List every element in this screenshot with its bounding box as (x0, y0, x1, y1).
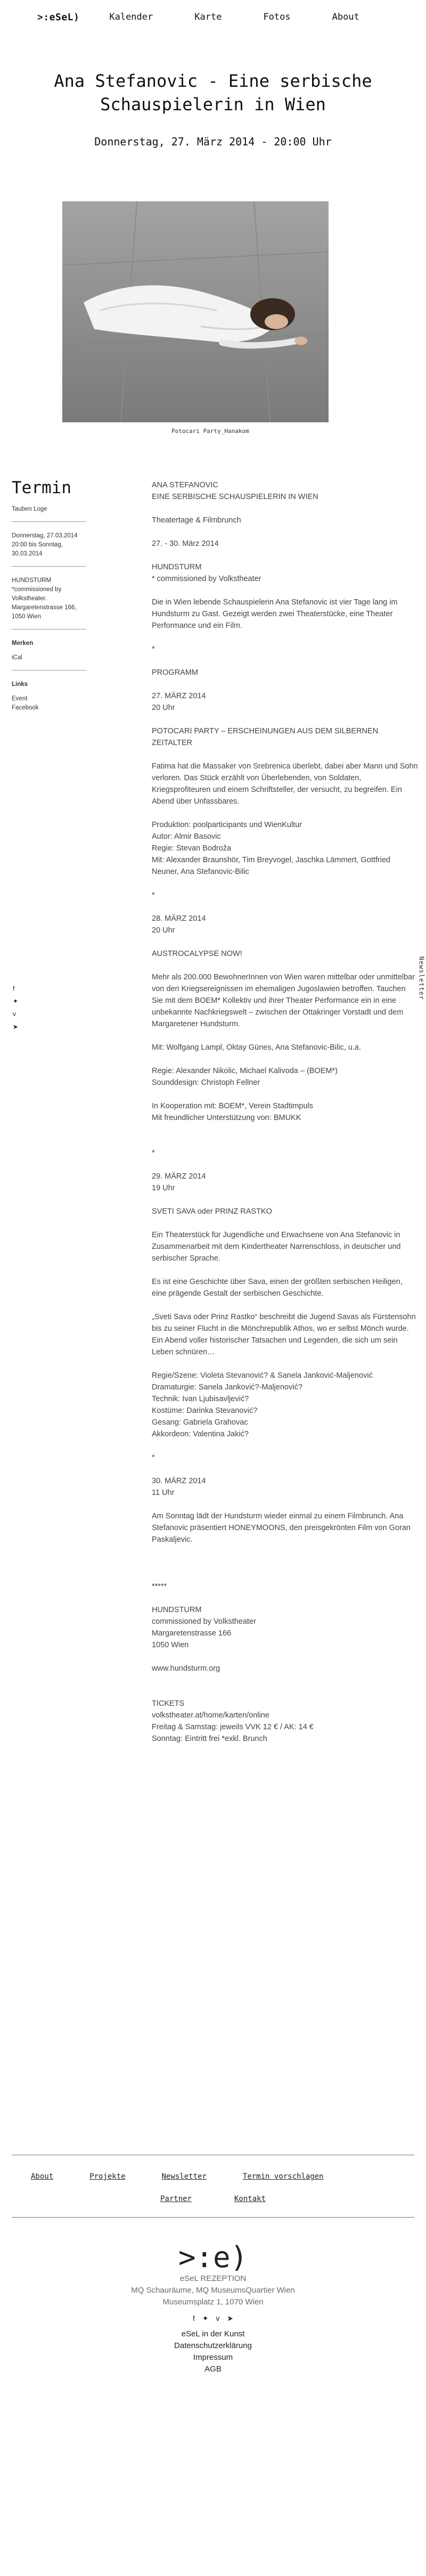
nav-about[interactable]: About (332, 12, 359, 22)
spacer (152, 1569, 418, 1581)
text-line: PROGRAMM (152, 668, 198, 677)
site-logo[interactable]: >:eSeL) (37, 11, 80, 23)
paragraph: Mit: Wolfgang Lampl, Oktay Günes, Ana Stefanovic-Bilic, u.a. (152, 1043, 362, 1052)
spacer (152, 1159, 418, 1171)
event-description (152, 479, 418, 1745)
spacer (152, 585, 418, 596)
vimeo-icon[interactable]: v (216, 2314, 220, 2323)
text-line: 1050 Wien (152, 1641, 189, 1649)
event-date-range: Donnerstag, 27.03.2014 20:00 bis Sonntag, 30.03.2014 (12, 533, 78, 557)
spacer (152, 503, 418, 514)
spacer (152, 1135, 418, 1147)
text-line: 20 Uhr (152, 926, 175, 935)
text-line: Kostüme: Darinka Stevanović? (152, 1406, 258, 1415)
nav-fotos[interactable]: Fotos (263, 12, 291, 22)
sidebar-social-icons (13, 982, 18, 1033)
text-line: „Sveti Sava oder Prinz Rastko“ beschreibt die Jugend Savas als Fürstensohn bis zu seiner Flucht in die Mönchrepublik Athos, wo er selbst Mönch wurde. (152, 1313, 416, 1333)
paragraph: Ein Theaterstück für Jugendliche und Erwachsene von Ana Stefanovic in Zusammenarbeit mit dem Kindertheater Narrenschloss, in deutscher und serbischer Sprache. (152, 1231, 401, 1263)
spacer (152, 749, 418, 760)
vimeo-icon[interactable]: v (13, 1010, 16, 1018)
text-line: Regie/Szene: Violeta Stevanović? & Sanela Janković-Maljenović (152, 1371, 373, 1380)
spacer (152, 1651, 418, 1663)
text-line: POTOCARI PARTY – ERSCHEINUNGEN AUS DEM SILBERNEN ZEITALTER (152, 727, 379, 747)
text-line: Mit freundlicher Unterstützung von: BMUKK (152, 1114, 301, 1122)
footer-link-newsletter[interactable]: Newsletter (161, 2172, 207, 2181)
spacer (152, 1557, 418, 1569)
spacer (152, 550, 418, 561)
footer-link-partner[interactable]: Partner (160, 2195, 192, 2203)
footer-link-agb[interactable]: AGB (204, 2365, 222, 2374)
spacer (152, 678, 418, 690)
text-line: 27. MÄRZ 2014 (152, 692, 206, 700)
spacer (152, 714, 418, 725)
paragraph: Am Sonntag lädt der Hundsturm wieder einmal zu einem Filmbrunch. Ana Stefanovic präsentiert HONEYMOONS, den preisgekrönten Film von Goran Paskaljevic. (152, 1512, 411, 1544)
footer-link-projekte[interactable]: Projekte (89, 2172, 126, 2181)
termin-heading: Termin (12, 478, 71, 497)
web-link[interactable]: www.hundsturm.org (152, 1664, 220, 1673)
text-line: commissioned by Volkstheater (152, 1617, 256, 1626)
spacer (152, 1194, 418, 1206)
footer-social-icons (0, 2312, 426, 2324)
twitter-icon[interactable]: ✦ (202, 2314, 209, 2323)
telegram-icon[interactable]: ➤ (13, 1023, 19, 1031)
text-line: Regie: Alexander Nikolic, Michael Kalivoda – (BOEM*) (152, 1067, 338, 1075)
text-line: Ein Abend voller historischer Tatsachen und Legenden, die sich um sein Leben schnüren… (152, 1336, 398, 1356)
spacer (152, 1124, 418, 1135)
text-line: Sounddesign: Christoph Fellner (152, 1078, 260, 1087)
spacer (152, 1463, 418, 1475)
text-line: * (152, 1149, 155, 1157)
footer-link-impressum[interactable]: Impressum (193, 2353, 233, 2362)
text-line: * (152, 1453, 155, 1462)
event-photo (62, 201, 329, 422)
text-line: Dramaturgie: Sanela Janković?-Maljenović? (152, 1383, 302, 1392)
text-line: 11 Uhr (152, 1489, 175, 1497)
footer-link-termin-vorschlagen[interactable]: Termin vorschlagen (242, 2172, 324, 2181)
text-line: Technik: Ivan Ljubisavljević? (152, 1395, 249, 1403)
footer-link-kontakt[interactable]: Kontakt (234, 2195, 266, 2203)
text-line: Margaretenstrasse 166 (152, 1629, 232, 1638)
ical-link[interactable]: iCal (12, 655, 22, 661)
footer-logo[interactable]: >:e) (178, 2240, 248, 2274)
text-line: * commissioned by Volkstheater (152, 575, 261, 583)
photo-illustration (62, 201, 329, 422)
text-line: Regie: Stevan Bodroža (152, 844, 232, 853)
spacer (152, 1499, 418, 1510)
text-line: EINE SERBISCHE SCHAUSPIELERIN IN WIEN (152, 493, 318, 501)
spacer (152, 655, 418, 667)
event-title: Ana Stefanovic - Eine serbische Schauspielerin in Wien (54, 71, 372, 115)
photo-caption: Potocari Party_Hanakom (171, 428, 249, 435)
facebook-icon[interactable]: f (192, 2314, 195, 2323)
footer-navigation (0, 2155, 426, 2217)
event-link[interactable]: Event (12, 696, 28, 702)
telegram-icon[interactable]: ➤ (227, 2314, 234, 2323)
sidebar (12, 478, 86, 713)
spacer (152, 526, 418, 538)
text-line: HUNDSTURM (152, 563, 202, 571)
reception-address (0, 2273, 426, 2308)
spacer (152, 878, 418, 889)
spacer (152, 1592, 418, 1604)
footer-legal-links (0, 2328, 426, 2375)
footer-divider (12, 2217, 414, 2218)
event-datetime: Donnerstag, 27. März 2014 - 20:00 Uhr (94, 135, 332, 148)
paragraph: Fatima hat die Massaker von Srebrenica überlebt, dabei aber Mann und Sohn verloren. Das Stück erzählt von Überlebenden, von Soldaten, Kriegsprofiteuren und einem Schriftsteller, der versucht, zu begreifen. Ein Abend über Unfassbares. (152, 762, 418, 806)
paragraph: Die in Wien lebende Schauspielerin Ana Stefanovic ist vier Tage lang im Hundsturm zu Gast. Gezeigt werden zwei Theaterstücke, eine Theater Performance und ein Film. (152, 598, 398, 630)
text-line: Akkordeon: Valentina Jakić? (152, 1430, 249, 1438)
merken-heading: Merken (12, 640, 34, 647)
footer-link-esel-in-der-kunst[interactable]: eSeL in der Kunst (181, 2329, 245, 2338)
main-area (0, 435, 426, 2155)
twitter-icon[interactable]: ✦ (13, 997, 19, 1005)
spacer (152, 960, 418, 971)
nav-karte[interactable]: Karte (194, 12, 222, 22)
footer-bottom (0, 2240, 426, 2375)
links-heading: Links (12, 681, 28, 688)
text-line: * (152, 891, 155, 899)
divider (12, 566, 86, 567)
text-line: AUSTROCALYPSE NOW! (152, 950, 242, 958)
text-line: Produktion: poolparticipants und WienKultur (152, 821, 302, 829)
spacer (152, 1440, 418, 1452)
reception-line: MQ Schauräume, MQ MuseumsQuartier Wien (131, 2286, 295, 2295)
text-line: 27. - 30. März 2014 (152, 539, 219, 548)
footer-link-datenschutz[interactable]: Datenschutzerklärung (174, 2341, 252, 2350)
paragraph: Mehr als 200.000 BewohnerInnen von Wien waren mittelbar oder unmittelbar von den Kriegsereignissen im ehemaligen Jugoslawien betroffen. Tauchen Sie mit dem BOEM* Kollektiv und ihrer Theater Performance ein in eine unbekannte Nachkriegswelt – zwischen der Ottakringer Vorstadt und dem Margaretener Hundsturm. (152, 973, 415, 1028)
spacer (152, 901, 418, 913)
text-line: ANA STEFANOVIC (152, 481, 218, 489)
spacer (152, 1358, 418, 1370)
facebook-link[interactable]: Facebook (12, 705, 39, 711)
nav-kalender[interactable]: Kalender (109, 12, 153, 22)
text-line: HUNDSTURM (152, 1606, 202, 1614)
text-line: ***** (152, 1582, 167, 1591)
text-line: Autor: Almir Basovic (152, 832, 221, 841)
spacer (152, 1686, 418, 1698)
paragraph: Es ist eine Geschichte über Sava, einen der größten serbischen Heiligen, eine prägende Gestalt der serbischen Geschichte. (152, 1278, 403, 1298)
newsletter-tab[interactable]: Newsletter (417, 956, 425, 1000)
top-navigation (0, 0, 426, 34)
text-line: Mit: Alexander Braunshör, Tim Breyvogel, Jaschka Lämmert, Gottfried Neuner, Ana Stefanovic-Bilic (152, 856, 391, 876)
text-line: 30. MÄRZ 2014 (152, 1477, 206, 1485)
text-line: 28. MÄRZ 2014 (152, 914, 206, 923)
text-line: 29. MÄRZ 2014 (152, 1172, 206, 1181)
spacer (152, 1089, 418, 1100)
text-line: 20 Uhr (152, 704, 175, 712)
footer-link-about[interactable]: About (31, 2172, 54, 2181)
category-label[interactable]: Tauben Loge (12, 506, 47, 512)
reception-line: eSeL REZEPTION (179, 2274, 247, 2283)
text-line: SVETI SAVA oder PRINZ RASTKO (152, 1207, 272, 1216)
facebook-icon[interactable]: f (13, 985, 15, 992)
reception-line: Museumsplatz 1, 1070 Wien (162, 2297, 264, 2307)
venue-address: HUNDSTURM *commissioned by Volkstheater. Margaretenstrasse 166, 1050 Wien (12, 577, 77, 620)
text-line: Freitag & Samstag: jeweils VVK 12 € / AK: 14 € (152, 1723, 314, 1731)
spacer (152, 1217, 418, 1229)
spacer (152, 936, 418, 948)
divider (12, 521, 86, 522)
text-line: 19 Uhr (152, 1184, 175, 1192)
text-line: Sonntag: Eintritt frei *exkl. Brunch (152, 1735, 267, 1743)
text-line: In Kooperation mit: BOEM*, Verein Stadtimpuls (152, 1102, 314, 1110)
text-line: TICKETS (152, 1699, 185, 1708)
web-link[interactable]: volkstheater.at/home/karten/online (152, 1711, 269, 1720)
text-line: Gesang: Gabriela Grahovac (152, 1418, 248, 1427)
text-line: * (152, 645, 155, 653)
text-line: Theatertage & Filmbrunch (152, 516, 241, 525)
spacer (152, 1674, 418, 1686)
